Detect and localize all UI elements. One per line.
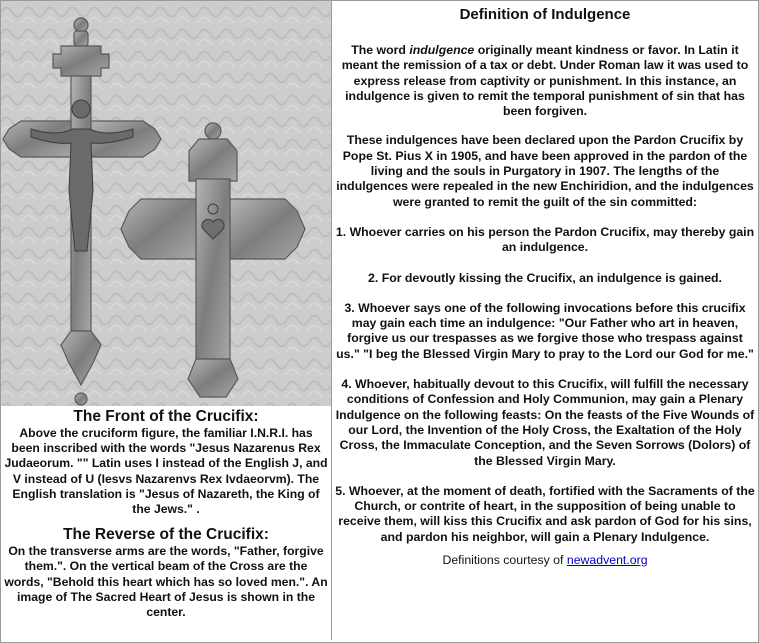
right-column [333, 1, 757, 640]
indulgence-item-4: 4. Whoever, habitually devout to this Crucifix, will fulfill the necessary conditions of Confession and Holy Communion, may gain a Plenary Indulgence on the following feasts: On the feasts of the Five Wounds of our Lord, the Invention of the Holy Cross, the Exaltation of the Holy Cross, the Immaculate Conception, and the Seven Sorrows (Dolors) of the Blessed Virgin Mary. [335, 377, 755, 468]
credits-text: Definitions courtesy of [442, 553, 567, 568]
indulgence-item-1: 1. Whoever carries on his person the Pardon Crucifix, may thereby gain an indulgence. [335, 224, 755, 255]
credits-line [333, 553, 757, 568]
intro-paragraph [333, 43, 757, 119]
intro-post: originally meant kindness or favor. In Latin it meant the remission of a tax or debt. Under Roman law it was used to express release from captivity or punishment. In this instance, an indulgence is given to remit the temporal punishment of sin that has been forgiven. [341, 43, 749, 119]
definition-title: Definition of Indulgence [459, 6, 631, 23]
intro-pre: The word [351, 43, 410, 57]
left-text [1, 408, 331, 620]
front-title: The Front of the Crucifix: [73, 408, 259, 425]
front-description: Above the cruciform figure, the familiar I.N.R.I. has been inscribed with the words "Jesus Nazarenus Rex Judaeorum. "" Latin uses I instead of the English J, and V instead of U (Iesvs Nazarenvs Rex Ivdaeorvm). The English translation is "Jesus of Nazareth, the King of the Jews." . [4, 426, 328, 517]
indulgence-item-2: 2. For devoutly kissing the Crucifix, an indulgence is gained. [368, 270, 722, 285]
newadvent-link[interactable]: newadvent.org [566, 553, 648, 568]
crucifix-photo-icon [1, 1, 331, 406]
reverse-description: On the transverse arms are the words, "Father, forgive them.". On the vertical beam of the Cross are the words, "Behold this heart which has so loved men.". An image of The Sacred Heart of Jesus is shown in the center. [4, 544, 328, 620]
column-divider [331, 1, 332, 640]
pardon-paragraph: These indulgences have been declared upon the Pardon Crucifix by Pope St. Pius X in 1905, and have been approved in the pardon of the living and the souls in Purgatory in 1907. The lengths of the indulgences were repealed in the new Enchiridion, and the indulgences were granted to remit the guilt of the sin committed: [336, 133, 754, 209]
intro-em: indulgence [409, 43, 475, 57]
indulgence-item-3: 3. Whoever says one of the following invocations before this crucifix may gain each time an indulgence: "Our Father who art in heaven, forgive us our trespasses as we forgive those who trespass against us." "I beg the Blessed Virgin Mary to pray to the Lord our God for me." [336, 300, 754, 361]
indulgence-item-5: 5. Whoever, at the moment of death, fortified with the Sacraments of the Church, or contrite of heart, in the supposition of being unable to receive them, will kiss this Crucifix and ask pardon of God for his sins, and pardon his neighbor, will gain a Plenary Indulgence. [335, 483, 755, 544]
reverse-title: The Reverse of the Crucifix: [63, 526, 269, 544]
crucifix-photo [1, 1, 331, 406]
left-column [1, 1, 331, 640]
